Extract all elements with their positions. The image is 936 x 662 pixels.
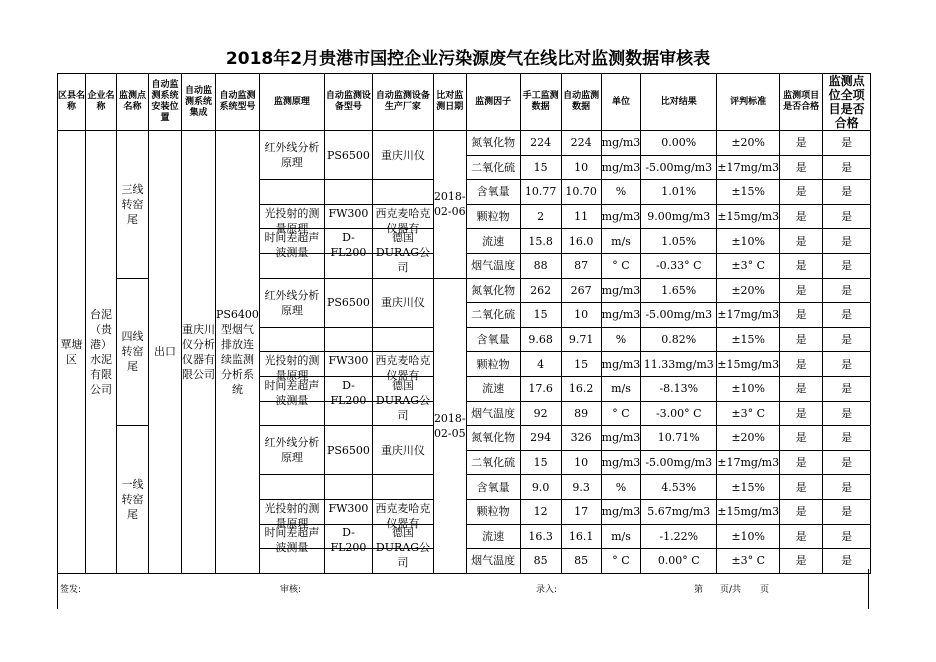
device-model-cell xyxy=(324,352,372,377)
point-ok-cell: 是 xyxy=(823,475,871,500)
device-model-cell xyxy=(324,499,372,524)
item-ok-cell: 是 xyxy=(780,401,823,426)
standard-cell: ±20% xyxy=(717,426,780,451)
header-item-ok: 监测项目是否合格 xyxy=(780,74,823,131)
auto-value-cell: 15 xyxy=(561,352,601,377)
point-ok-cell: 是 xyxy=(823,401,871,426)
principle-cell xyxy=(259,180,324,205)
auto-value-cell: 224 xyxy=(561,131,601,156)
principle-cell xyxy=(259,327,324,352)
manual-value-cell: 9.0 xyxy=(520,475,561,500)
header-principle: 监测原理 xyxy=(259,74,324,131)
maker-cell xyxy=(372,376,433,422)
unit-cell: % xyxy=(601,475,641,500)
auto-value-cell: 16.2 xyxy=(561,376,601,401)
result-cell: -5.00mg/m3 xyxy=(641,155,717,180)
standard-cell: ±3° C xyxy=(717,549,780,574)
device-model-cell: PS6500 xyxy=(324,426,372,475)
auto-value-cell: 16.1 xyxy=(561,524,601,549)
factor-cell: 烟气温度 xyxy=(466,401,520,426)
header-device-model: 自动监测设备型号 xyxy=(324,74,372,131)
install-cell: 出口 xyxy=(149,131,182,574)
factor-cell: 氮氧化物 xyxy=(466,426,520,451)
manual-value-cell: 224 xyxy=(520,131,561,156)
unit-cell: mg/m3 xyxy=(601,352,641,377)
header-manual: 手工监测数据 xyxy=(520,74,561,131)
manual-value-cell: 16.3 xyxy=(520,524,561,549)
device-model-cell xyxy=(324,327,372,352)
device-model-cell-text: FW300 xyxy=(328,206,369,220)
device-model-cell: PS6500 xyxy=(324,278,372,327)
manual-value-cell: 10.77 xyxy=(520,180,561,205)
maker-cell xyxy=(372,327,433,352)
footer xyxy=(57,569,869,609)
result-cell: -1.22% xyxy=(641,524,717,549)
result-cell: -5.00mg/m3 xyxy=(641,303,717,328)
principle-cell xyxy=(259,499,324,530)
result-cell: 1.65% xyxy=(641,278,717,303)
header-row xyxy=(58,74,871,131)
result-cell: 0.82% xyxy=(641,327,717,352)
page-title: 2018年2月贵港市国控企业污染源废气在线比对监测数据审核表 xyxy=(225,49,711,69)
auto-value-cell: 10 xyxy=(561,155,601,180)
item-ok-cell: 是 xyxy=(780,549,823,574)
date-cell: 2018-02-05 xyxy=(433,278,466,573)
standard-cell: ±15mg/m3 xyxy=(717,352,780,377)
unit-cell: mg/m3 xyxy=(601,155,641,180)
maker-cell: 重庆川仪 xyxy=(372,131,433,180)
point-ok-cell: 是 xyxy=(823,450,871,475)
auto-value-cell: 89 xyxy=(561,401,601,426)
point-ok-cell: 是 xyxy=(823,499,871,524)
factor-cell: 氮氧化物 xyxy=(466,131,520,156)
maker-cell xyxy=(372,475,433,500)
auto-value-cell: 9.71 xyxy=(561,327,601,352)
factor-cell: 流速 xyxy=(466,524,520,549)
unit-cell: ° C xyxy=(601,253,641,278)
item-ok-cell: 是 xyxy=(780,327,823,352)
principle-cell xyxy=(259,204,324,235)
unit-cell: mg/m3 xyxy=(601,204,641,229)
result-cell: 1.01% xyxy=(641,180,717,205)
factor-cell: 二氧化硫 xyxy=(466,155,520,180)
unit-cell: m/s xyxy=(601,229,641,254)
result-cell: -5.00mg/m3 xyxy=(641,450,717,475)
point-ok-cell: 是 xyxy=(823,278,871,303)
result-cell: 0.00% xyxy=(641,131,717,156)
item-ok-cell: 是 xyxy=(780,155,823,180)
factor-cell: 烟气温度 xyxy=(466,549,520,574)
footer-review: 审核: xyxy=(280,585,302,595)
item-ok-cell: 是 xyxy=(780,426,823,451)
device-model-cell: PS6500 xyxy=(324,131,372,180)
point-ok-cell: 是 xyxy=(823,549,871,574)
factor-cell: 氮氧化物 xyxy=(466,278,520,303)
header-county: 区县名称 xyxy=(58,74,86,131)
unit-cell: ° C xyxy=(601,549,641,574)
principle-cell xyxy=(259,376,324,407)
auto-value-cell: 87 xyxy=(561,253,601,278)
maker-cell-text: 德国DURAG公司 xyxy=(375,526,430,570)
principle-cell-text: 时间差超声波测量 xyxy=(264,526,320,555)
factor-cell: 二氧化硫 xyxy=(466,303,520,328)
standard-cell: ±15% xyxy=(717,475,780,500)
principle-cell-text: 时间差超声波测量 xyxy=(264,378,320,407)
maker-cell xyxy=(372,180,433,205)
principle-cell xyxy=(259,229,324,260)
principle-cell: 红外线分析原理 xyxy=(259,131,324,180)
footer-page-prefix: 第 xyxy=(694,585,704,595)
principle-cell xyxy=(259,352,324,383)
maker-cell xyxy=(372,229,433,275)
footer-entry: 录入: xyxy=(536,585,558,595)
auto-value-cell: 17 xyxy=(561,499,601,524)
footer-sign: 签发: xyxy=(60,585,82,595)
item-ok-cell: 是 xyxy=(780,376,823,401)
point-ok-cell: 是 xyxy=(823,180,871,205)
header-company: 企业名称 xyxy=(86,74,117,131)
result-cell: 9.00mg/m3 xyxy=(641,204,717,229)
unit-cell: mg/m3 xyxy=(601,303,641,328)
item-ok-cell: 是 xyxy=(780,450,823,475)
principle-cell-text: 光投射的测量原理 xyxy=(264,354,320,383)
result-cell: 10.71% xyxy=(641,426,717,451)
device-model-cell-text: D-FL200 xyxy=(330,378,367,407)
standard-cell: ±20% xyxy=(717,131,780,156)
manual-value-cell: 15 xyxy=(520,303,561,328)
header-integration: 自动监测系统集成 xyxy=(182,74,216,131)
factor-cell: 含氧量 xyxy=(466,475,520,500)
maker-cell xyxy=(372,499,433,530)
principle-cell xyxy=(259,524,324,555)
manual-value-cell: 15 xyxy=(520,450,561,475)
auto-value-cell: 85 xyxy=(561,549,601,574)
principle-cell xyxy=(259,475,324,500)
header-point-ok: 监测点位全项目是否合格 xyxy=(823,74,871,131)
point-ok-cell: 是 xyxy=(823,524,871,549)
device-model-cell-text: D-FL200 xyxy=(330,526,367,555)
device-model-cell-text: FW300 xyxy=(328,501,369,515)
manual-value-cell: 262 xyxy=(520,278,561,303)
result-cell: 1.05% xyxy=(641,229,717,254)
result-cell: -3.00° C xyxy=(641,401,717,426)
factor-cell: 颗粒物 xyxy=(466,352,520,377)
standard-cell: ±15% xyxy=(717,180,780,205)
item-ok-cell: 是 xyxy=(780,499,823,524)
manual-value-cell: 15.8 xyxy=(520,229,561,254)
point-name-cell: 一线转窑尾 xyxy=(117,426,149,574)
auto-value-cell: 10 xyxy=(561,450,601,475)
maker-cell: 重庆川仪 xyxy=(372,278,433,327)
header-install: 自动监测系统安装位置 xyxy=(149,74,182,131)
result-cell: 11.33mg/m3 xyxy=(641,352,717,377)
factor-cell: 流速 xyxy=(466,229,520,254)
sys-model-cell: PS6400型烟气排放连续监测分析系统 xyxy=(216,131,260,574)
unit-cell: mg/m3 xyxy=(601,450,641,475)
point-ok-cell: 是 xyxy=(823,303,871,328)
point-name-cell: 三线转窑尾 xyxy=(117,131,149,279)
header-unit: 单位 xyxy=(601,74,641,131)
manual-value-cell: 4 xyxy=(520,352,561,377)
principle-cell: 红外线分析原理 xyxy=(259,426,324,475)
standard-cell: ±17mg/m3 xyxy=(717,155,780,180)
manual-value-cell: 88 xyxy=(520,253,561,278)
device-model-cell-text: D-FL200 xyxy=(330,231,367,260)
standard-cell: ±17mg/m3 xyxy=(717,450,780,475)
date-cell: 2018-02-06 xyxy=(433,131,466,279)
auto-value-cell: 11 xyxy=(561,204,601,229)
unit-cell: % xyxy=(601,327,641,352)
manual-value-cell: 12 xyxy=(520,499,561,524)
footer-page-suffix: 页 xyxy=(760,585,770,595)
auto-value-cell: 267 xyxy=(561,278,601,303)
header-sys-model: 自动监测系统型号 xyxy=(216,74,260,131)
standard-cell: ±15mg/m3 xyxy=(717,204,780,229)
point-ok-cell: 是 xyxy=(823,352,871,377)
standard-cell: ±3° C xyxy=(717,401,780,426)
item-ok-cell: 是 xyxy=(780,204,823,229)
standard-cell: ±15mg/m3 xyxy=(717,499,780,524)
item-ok-cell: 是 xyxy=(780,352,823,377)
maker-cell xyxy=(372,524,433,570)
standard-cell: ±20% xyxy=(717,278,780,303)
header-date: 比对监测日期 xyxy=(433,74,466,131)
county-cell: 覃塘区 xyxy=(58,131,86,574)
device-model-cell xyxy=(324,376,372,407)
header-auto: 自动监测数据 xyxy=(561,74,601,131)
principle-cell-text: 光投射的测量原理 xyxy=(264,206,320,235)
manual-value-cell: 294 xyxy=(520,426,561,451)
item-ok-cell: 是 xyxy=(780,131,823,156)
result-cell: -0.33° C xyxy=(641,253,717,278)
manual-value-cell: 85 xyxy=(520,549,561,574)
point-ok-cell: 是 xyxy=(823,155,871,180)
manual-value-cell: 2 xyxy=(520,204,561,229)
item-ok-cell: 是 xyxy=(780,475,823,500)
manual-value-cell: 17.6 xyxy=(520,376,561,401)
item-ok-cell: 是 xyxy=(780,253,823,278)
unit-cell: ° C xyxy=(601,401,641,426)
device-model-cell xyxy=(324,475,372,500)
maker-cell: 重庆川仪 xyxy=(372,426,433,475)
point-ok-cell: 是 xyxy=(823,426,871,451)
factor-cell: 颗粒物 xyxy=(466,499,520,524)
header-factor: 监测因子 xyxy=(466,74,520,131)
maker-cell-text: 德国DURAG公司 xyxy=(375,378,430,422)
factor-cell: 含氧量 xyxy=(466,180,520,205)
unit-cell: m/s xyxy=(601,376,641,401)
standard-cell: ±10% xyxy=(717,524,780,549)
device-model-cell-text: FW300 xyxy=(328,354,369,368)
unit-cell: mg/m3 xyxy=(601,426,641,451)
factor-cell: 流速 xyxy=(466,376,520,401)
maker-cell-text: 西克麦哈克仪器有 xyxy=(375,206,431,235)
standard-cell: ±15% xyxy=(717,327,780,352)
audit-table xyxy=(57,73,871,574)
factor-cell: 烟气温度 xyxy=(466,253,520,278)
device-model-cell xyxy=(324,524,372,555)
header-maker: 自动监测设备生产厂家 xyxy=(372,74,433,131)
auto-value-cell: 326 xyxy=(561,426,601,451)
manual-value-cell: 15 xyxy=(520,155,561,180)
auto-value-cell: 16.0 xyxy=(561,229,601,254)
item-ok-cell: 是 xyxy=(780,303,823,328)
item-ok-cell: 是 xyxy=(780,229,823,254)
point-ok-cell: 是 xyxy=(823,131,871,156)
result-cell: 5.67mg/m3 xyxy=(641,499,717,524)
factor-cell: 颗粒物 xyxy=(466,204,520,229)
maker-cell xyxy=(372,352,433,383)
maker-cell-text: 西克麦哈克仪器有 xyxy=(375,354,431,383)
device-model-cell xyxy=(324,180,372,205)
unit-cell: m/s xyxy=(601,524,641,549)
standard-cell: ±10% xyxy=(717,229,780,254)
point-ok-cell: 是 xyxy=(823,376,871,401)
factor-cell: 含氧量 xyxy=(466,327,520,352)
result-cell: -8.13% xyxy=(641,376,717,401)
integration-cell: 重庆川仪分析仪器有限公司 xyxy=(182,131,216,574)
unit-cell: % xyxy=(601,180,641,205)
table-row xyxy=(58,131,871,156)
point-ok-cell: 是 xyxy=(823,229,871,254)
header-point: 监测点名称 xyxy=(117,74,149,131)
result-cell: 0.00° C xyxy=(641,549,717,574)
device-model-cell xyxy=(324,204,372,229)
manual-value-cell: 92 xyxy=(520,401,561,426)
header-standard: 评判标准 xyxy=(717,74,780,131)
unit-cell: mg/m3 xyxy=(601,278,641,303)
header-result: 比对结果 xyxy=(641,74,717,131)
item-ok-cell: 是 xyxy=(780,524,823,549)
result-cell: 4.53% xyxy=(641,475,717,500)
auto-value-cell: 10.70 xyxy=(561,180,601,205)
standard-cell: ±10% xyxy=(717,376,780,401)
point-name-cell: 四线转窑尾 xyxy=(117,278,149,426)
principle-cell: 红外线分析原理 xyxy=(259,278,324,327)
principle-cell-text: 光投射的测量原理 xyxy=(264,501,320,530)
maker-cell-text: 西克麦哈克仪器有 xyxy=(375,501,431,530)
device-model-cell xyxy=(324,229,372,260)
company-cell: 台泥（贵港）水泥有限公司 xyxy=(86,131,117,574)
unit-cell: mg/m3 xyxy=(601,499,641,524)
item-ok-cell: 是 xyxy=(780,180,823,205)
footer-page-mid: 页/共 xyxy=(720,585,742,595)
point-ok-cell: 是 xyxy=(823,327,871,352)
point-ok-cell: 是 xyxy=(823,253,871,278)
standard-cell: ±17mg/m3 xyxy=(717,303,780,328)
point-ok-cell: 是 xyxy=(823,204,871,229)
auto-value-cell: 9.3 xyxy=(561,475,601,500)
principle-cell-text: 时间差超声波测量 xyxy=(264,231,320,260)
maker-cell-text: 德国DURAG公司 xyxy=(375,231,430,275)
manual-value-cell: 9.68 xyxy=(520,327,561,352)
maker-cell xyxy=(372,204,433,235)
auto-value-cell: 10 xyxy=(561,303,601,328)
standard-cell: ±3° C xyxy=(717,253,780,278)
factor-cell: 二氧化硫 xyxy=(466,450,520,475)
item-ok-cell: 是 xyxy=(780,278,823,303)
unit-cell: mg/m3 xyxy=(601,131,641,156)
